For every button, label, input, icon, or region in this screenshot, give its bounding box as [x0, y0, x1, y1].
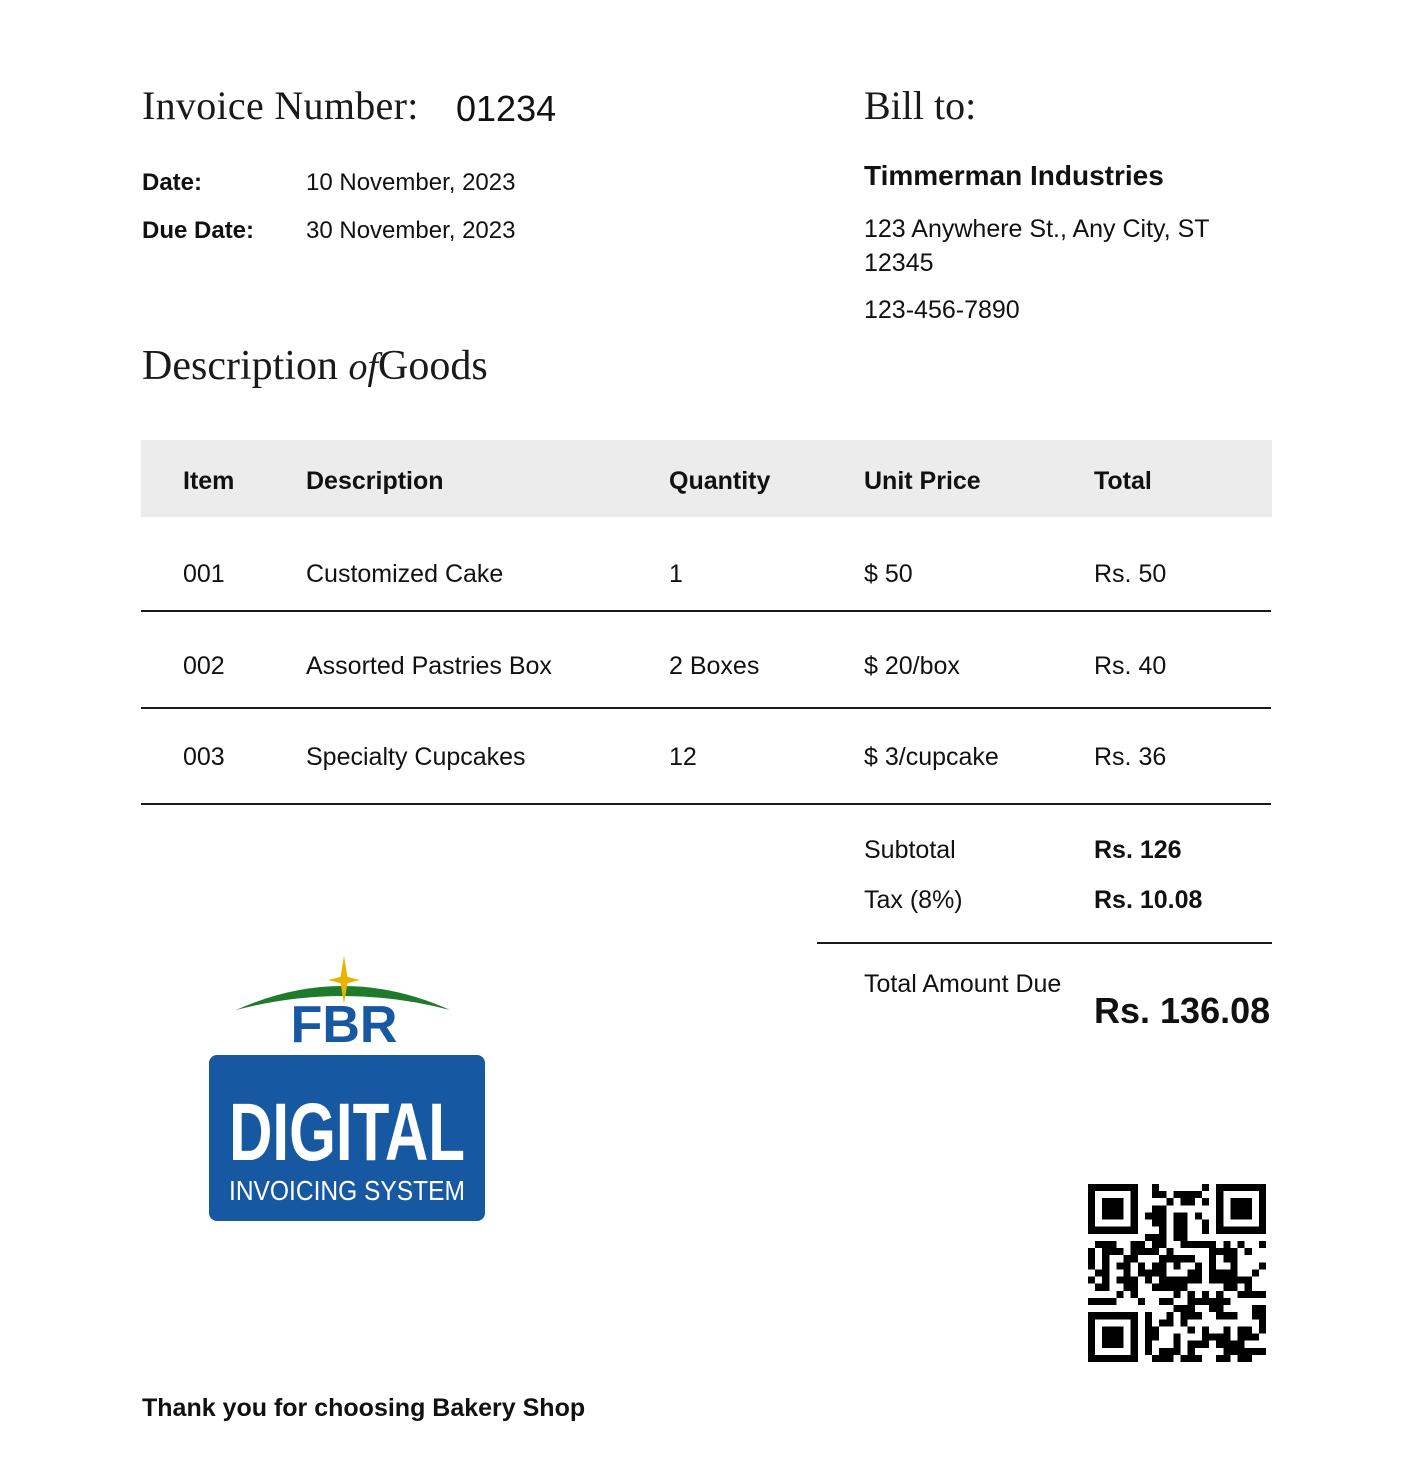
column-header-item: Item [183, 467, 235, 495]
invoice-number-label: Invoice Number: [142, 83, 419, 128]
qr-module [1131, 1255, 1138, 1262]
qr-module [1124, 1277, 1131, 1284]
qr-module [1131, 1291, 1138, 1298]
qr-module [1230, 1341, 1237, 1348]
qr-module [1202, 1220, 1209, 1227]
qr-module [1216, 1277, 1223, 1284]
qr-module [1195, 1212, 1202, 1219]
qr-module [1188, 1348, 1195, 1355]
qr-module [1166, 1355, 1173, 1362]
qr-module [1124, 1255, 1131, 1262]
qr-module [1188, 1191, 1195, 1198]
logo-digital-text: DIGITAL [229, 1087, 465, 1178]
qr-module [1209, 1241, 1216, 1248]
section-title-part: Goods [378, 343, 488, 389]
qr-module [1202, 1298, 1209, 1305]
qr-module [1238, 1241, 1245, 1248]
qr-module [1166, 1298, 1173, 1305]
qr-module [1209, 1255, 1216, 1262]
qr-module [1188, 1269, 1195, 1276]
qr-module [1202, 1291, 1209, 1298]
qr-module [1138, 1248, 1145, 1255]
row-unit-price: $ 3/cupcake [864, 743, 999, 771]
qr-module [1159, 1205, 1166, 1212]
row-unit-price: $ 20/box [864, 652, 960, 680]
row-divider [141, 707, 1271, 709]
qr-module [1145, 1248, 1152, 1255]
qr-module [1181, 1355, 1188, 1362]
thank-you-note: Thank you for choosing Bakery Shop [142, 1394, 586, 1422]
qr-module [1188, 1241, 1195, 1248]
qr-module [1088, 1277, 1095, 1284]
qr-module [1109, 1298, 1116, 1305]
qr-module [1152, 1241, 1159, 1248]
row-divider [141, 610, 1271, 612]
qr-module [1238, 1348, 1245, 1355]
fbr-digital-logo [198, 952, 514, 1224]
qr-module [1238, 1355, 1245, 1362]
qr-module [1230, 1312, 1237, 1319]
row-quantity: 2 Boxes [669, 652, 760, 680]
qr-module [1152, 1355, 1159, 1362]
qr-module [1223, 1334, 1230, 1341]
date-label: Date: [142, 169, 203, 196]
qr-module [1230, 1269, 1237, 1276]
qr-module [1188, 1255, 1195, 1262]
qr-module [1209, 1298, 1216, 1305]
qr-module [1152, 1284, 1159, 1291]
qr-module [1131, 1248, 1138, 1255]
tax-label: Tax (8%) [864, 886, 963, 914]
qr-module [1102, 1262, 1109, 1269]
qr-module [1209, 1277, 1216, 1284]
qr-module [1145, 1348, 1152, 1355]
qr-module [1181, 1234, 1188, 1241]
qr-module [1245, 1277, 1252, 1284]
qr-module [1159, 1255, 1166, 1262]
row-description: Assorted Pastries Box [306, 652, 552, 680]
qr-module [1230, 1262, 1237, 1269]
qr-module [1181, 1277, 1188, 1284]
qr-module [1159, 1262, 1166, 1269]
qr-module [1202, 1334, 1209, 1341]
bill-to-label: Bill to: [864, 83, 977, 128]
qr-module [1159, 1191, 1166, 1198]
qr-module [1245, 1348, 1252, 1355]
qr-module [1188, 1326, 1195, 1333]
qr-module [1166, 1319, 1173, 1326]
qr-module [1223, 1284, 1230, 1291]
row-total: Rs. 40 [1094, 652, 1167, 680]
qr-module [1209, 1334, 1216, 1341]
qr-module [1181, 1284, 1188, 1291]
qr-module [1131, 1241, 1138, 1248]
qr-module [1181, 1198, 1188, 1205]
qr-module [1095, 1241, 1102, 1248]
qr-module [1216, 1355, 1223, 1362]
qr-module [1159, 1220, 1166, 1227]
qr-module [1181, 1212, 1188, 1219]
section-title [142, 342, 488, 390]
due-date-label: Due Date: [142, 217, 255, 244]
qr-module [1209, 1305, 1216, 1312]
qr-module [1145, 1269, 1152, 1276]
qr-module [1202, 1184, 1209, 1191]
qr-module [1230, 1248, 1237, 1255]
row-quantity: 12 [669, 743, 697, 771]
qr-module [1230, 1348, 1237, 1355]
qr-module [1131, 1284, 1138, 1291]
subtotal-label: Subtotal [864, 836, 956, 864]
qr-module [1173, 1212, 1180, 1219]
qr-module [1173, 1220, 1180, 1227]
qr-module [1195, 1312, 1202, 1319]
qr-module [1159, 1241, 1166, 1248]
qr-module [1188, 1277, 1195, 1284]
qr-module [1259, 1326, 1266, 1333]
qr-module [1252, 1312, 1259, 1319]
qr-module [1252, 1334, 1259, 1341]
qr-module [1095, 1284, 1102, 1291]
qr-module [1173, 1305, 1180, 1312]
qr-module [1145, 1212, 1152, 1219]
summary-divider [817, 942, 1272, 944]
qr-module [1124, 1262, 1131, 1269]
qr-module [1102, 1269, 1109, 1276]
qr-module [1116, 1291, 1123, 1298]
qr-module [1188, 1298, 1195, 1305]
qr-module [1259, 1348, 1266, 1355]
qr-module [1209, 1248, 1216, 1255]
qr-module [1230, 1284, 1237, 1291]
total-due-label: Total Amount Due [864, 970, 1062, 998]
qr-module [1223, 1269, 1230, 1276]
qr-module [1173, 1227, 1180, 1234]
qr-module [1195, 1355, 1202, 1362]
qr-module [1159, 1348, 1166, 1355]
qr-module [1088, 1248, 1095, 1255]
qr-module [1188, 1355, 1195, 1362]
logo-invoicing-text: INVOICING SYSTEM [229, 1175, 465, 1206]
qr-module [1159, 1355, 1166, 1362]
qr-module [1238, 1334, 1245, 1341]
qr-module [1159, 1212, 1166, 1219]
qr-module [1124, 1284, 1131, 1291]
qr-module [1202, 1241, 1209, 1248]
qr-module [1138, 1298, 1145, 1305]
qr-module [1202, 1341, 1209, 1348]
row-item: 001 [183, 560, 225, 588]
qr-module [1245, 1291, 1252, 1298]
bill-to-address: 123 Anywhere St., Any City, ST 12345 [864, 215, 1210, 277]
qr-module [1145, 1277, 1152, 1284]
qr-module [1216, 1291, 1223, 1298]
logo-fbr-text: FBR [290, 996, 398, 1054]
qr-module [1245, 1334, 1252, 1341]
qr-module [1109, 1241, 1116, 1248]
qr-module [1173, 1348, 1180, 1355]
qr-module [1152, 1262, 1159, 1269]
qr-module [1252, 1291, 1259, 1298]
qr-module [1252, 1269, 1259, 1276]
qr-module [1223, 1326, 1230, 1333]
qr-module [1173, 1255, 1180, 1262]
qr-module [1152, 1269, 1159, 1276]
qr-module [1230, 1277, 1237, 1284]
qr-module [1216, 1248, 1223, 1255]
row-description: Specialty Cupcakes [306, 743, 526, 771]
qr-module [1166, 1312, 1173, 1319]
qr-module [1216, 1269, 1223, 1276]
qr-module [1173, 1334, 1180, 1341]
qr-module [1173, 1284, 1180, 1291]
qr-module [1245, 1355, 1252, 1362]
qr-module [1159, 1298, 1166, 1305]
qr-module [1181, 1312, 1188, 1319]
qr-module [1245, 1248, 1252, 1255]
qr-module [1145, 1334, 1152, 1341]
qr-module [1181, 1191, 1188, 1198]
column-header-total: Total [1094, 467, 1152, 495]
qr-module [1152, 1205, 1159, 1212]
qr-module [1195, 1298, 1202, 1305]
column-header-quantity: Quantity [669, 467, 771, 495]
row-divider [141, 803, 1271, 805]
qr-module [1252, 1348, 1259, 1355]
row-total: Rs. 50 [1094, 560, 1167, 588]
qr-module [1088, 1255, 1095, 1262]
qr-module [1223, 1312, 1230, 1319]
qr-module [1138, 1241, 1145, 1248]
qr-module [1145, 1326, 1152, 1333]
qr-module [1152, 1212, 1159, 1219]
qr-module [1145, 1234, 1152, 1241]
qr-module [1259, 1312, 1266, 1319]
qr-module [1202, 1227, 1209, 1234]
qr-module [1152, 1220, 1159, 1227]
qr-module [1223, 1348, 1230, 1355]
qr-module [1166, 1198, 1173, 1205]
qr-module [1216, 1305, 1223, 1312]
qr-module [1223, 1241, 1230, 1248]
qr-module [1116, 1248, 1123, 1255]
qr-module [1223, 1277, 1230, 1284]
total-due-value: Rs. 136.08 [1094, 990, 1271, 1031]
qr-module [1088, 1298, 1095, 1305]
qr-module [1116, 1262, 1123, 1269]
qr-module [1238, 1291, 1245, 1298]
qr-module [1209, 1262, 1216, 1269]
qr-module [1188, 1291, 1195, 1298]
invoice-due-date: 30 November, 2023 [306, 217, 516, 244]
qr-module [1202, 1198, 1209, 1205]
row-quantity: 1 [669, 560, 683, 588]
qr-module [1259, 1319, 1266, 1326]
qr-module [1216, 1334, 1223, 1341]
qr-module [1173, 1234, 1180, 1241]
qr-module [1259, 1291, 1266, 1298]
qr-code-icon [1088, 1184, 1266, 1362]
invoice-number: 01234 [456, 88, 557, 129]
qr-module [1173, 1191, 1180, 1198]
qr-module [1181, 1255, 1188, 1262]
qr-module [1181, 1305, 1188, 1312]
qr-module [1166, 1284, 1173, 1291]
qr-module [1152, 1234, 1159, 1241]
tax-value: Rs. 10.08 [1094, 886, 1203, 914]
qr-module [1138, 1269, 1145, 1276]
qr-module [1102, 1241, 1109, 1248]
qr-module [1166, 1255, 1173, 1262]
qr-module [1152, 1326, 1159, 1333]
qr-module [1238, 1277, 1245, 1284]
qr-module [1131, 1277, 1138, 1284]
qr-module [1095, 1298, 1102, 1305]
qr-module [1223, 1255, 1230, 1262]
qr-module [1195, 1269, 1202, 1276]
qr-module [1173, 1341, 1180, 1348]
subtotal-value: Rs. 126 [1094, 836, 1182, 864]
qr-module [1166, 1277, 1173, 1284]
qr-module [1195, 1191, 1202, 1198]
qr-module [1145, 1341, 1152, 1348]
qr-module [1245, 1284, 1252, 1291]
column-header-description: Description [306, 467, 444, 495]
qr-module [1216, 1312, 1223, 1319]
qr-module [1102, 1298, 1109, 1305]
qr-module [1259, 1305, 1266, 1312]
qr-module [1202, 1326, 1209, 1333]
qr-module [1173, 1277, 1180, 1284]
qr-module [1181, 1241, 1188, 1248]
qr-module [1181, 1227, 1188, 1234]
qr-module [1238, 1326, 1245, 1333]
bill-to-name: Timmerman Industries [864, 160, 1164, 191]
qr-module [1188, 1198, 1195, 1205]
row-unit-price: $ 50 [864, 560, 913, 588]
qr-module [1188, 1312, 1195, 1319]
qr-module [1223, 1355, 1230, 1362]
row-description: Customized Cake [306, 560, 504, 588]
qr-module [1145, 1312, 1152, 1319]
section-title-part: Description [142, 343, 349, 389]
qr-module [1173, 1291, 1180, 1298]
qr-module [1238, 1341, 1245, 1348]
qr-module [1216, 1341, 1223, 1348]
qr-module [1166, 1248, 1173, 1255]
qr-module [1159, 1227, 1166, 1234]
qr-module [1102, 1255, 1109, 1262]
qr-module [1102, 1284, 1109, 1291]
qr-module [1252, 1305, 1259, 1312]
qr-module [1095, 1269, 1102, 1276]
section-title-of: of [348, 346, 379, 388]
qr-module [1195, 1262, 1202, 1269]
row-item: 003 [183, 743, 225, 771]
qr-module [1223, 1298, 1230, 1305]
qr-module [1188, 1305, 1195, 1312]
qr-module [1188, 1341, 1195, 1348]
qr-module [1159, 1269, 1166, 1276]
qr-module [1166, 1348, 1173, 1355]
row-total: Rs. 36 [1094, 743, 1167, 771]
qr-module [1138, 1262, 1145, 1269]
bill-to-phone: 123-456-7890 [864, 296, 1020, 324]
qr-module [1088, 1262, 1095, 1269]
qr-module [1259, 1241, 1266, 1248]
qr-module [1223, 1341, 1230, 1348]
qr-module [1152, 1184, 1159, 1191]
qr-module [1195, 1341, 1202, 1348]
column-header-unit-price: Unit Price [864, 467, 981, 495]
qr-module [1116, 1277, 1123, 1284]
qr-module [1124, 1269, 1131, 1276]
qr-module [1195, 1241, 1202, 1248]
qr-module [1216, 1298, 1223, 1305]
qr-module [1102, 1248, 1109, 1255]
qr-module [1109, 1248, 1116, 1255]
qr-module [1159, 1319, 1166, 1326]
qr-module [1152, 1248, 1159, 1255]
qr-module [1173, 1262, 1180, 1269]
qr-module [1230, 1255, 1237, 1262]
qr-module [1145, 1319, 1152, 1326]
qr-module [1245, 1326, 1252, 1333]
invoice-date: 10 November, 2023 [306, 169, 516, 196]
qr-module [1259, 1262, 1266, 1269]
row-item: 002 [183, 652, 225, 680]
qr-module [1152, 1191, 1159, 1198]
qr-module [1159, 1234, 1166, 1241]
qr-module [1159, 1284, 1166, 1291]
qr-module [1152, 1334, 1159, 1341]
qr-module [1223, 1248, 1230, 1255]
qr-module [1195, 1277, 1202, 1284]
qr-module [1181, 1319, 1188, 1326]
qr-module [1159, 1277, 1166, 1284]
qr-module [1181, 1220, 1188, 1227]
qr-module [1209, 1269, 1216, 1276]
qr-module [1102, 1277, 1109, 1284]
